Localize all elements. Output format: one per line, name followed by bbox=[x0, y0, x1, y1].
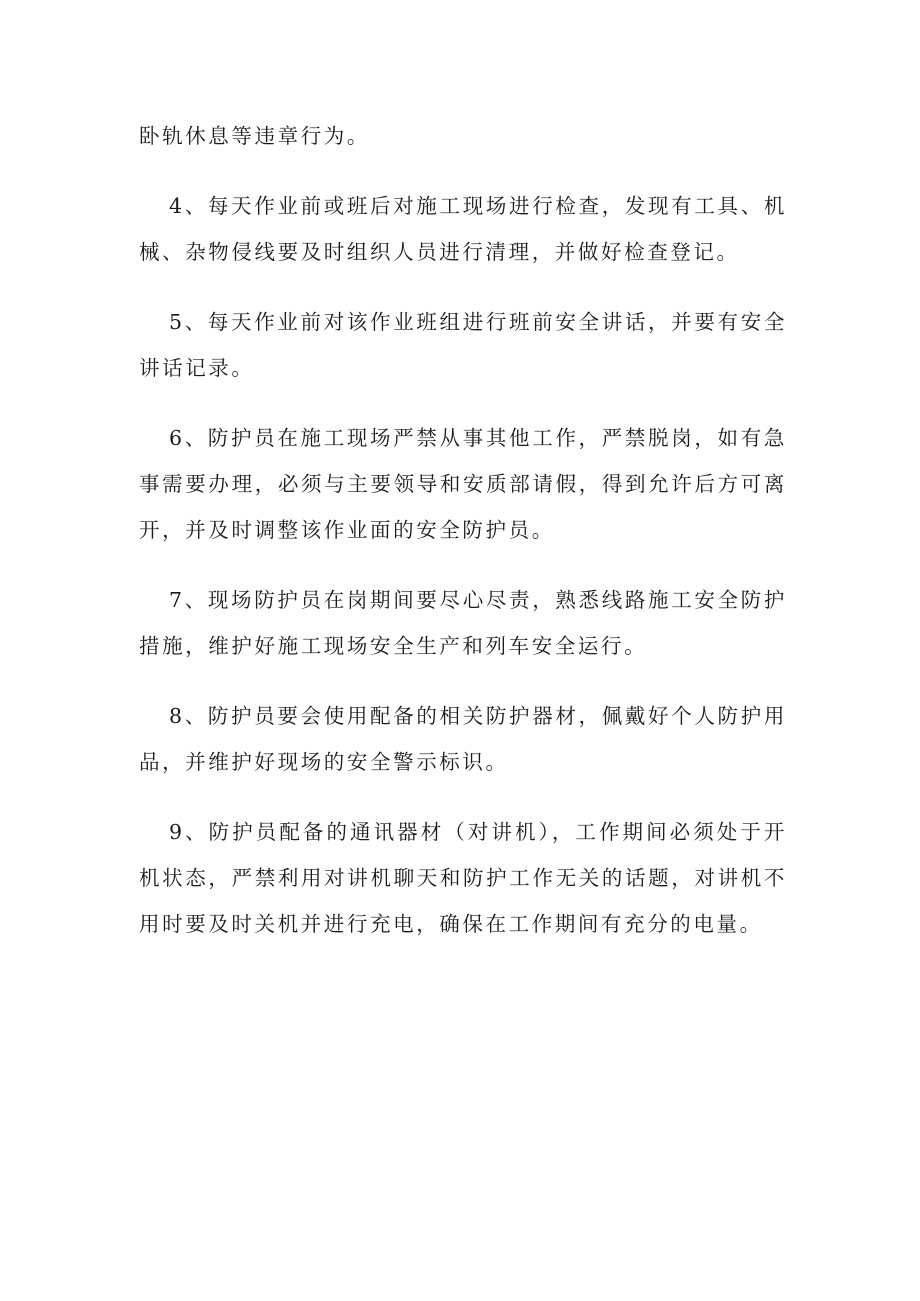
paragraph-continuation: 卧轨休息等违章行为。 bbox=[139, 124, 370, 148]
list-item-6: 6、防护员在施工现场严禁从事其他工作，严禁脱岗，如有急事需要办理，必须与主要领导和安质部请假，得到允许后方可离开，并及时调整该作业面的安全防护员。 bbox=[139, 426, 787, 542]
list-item-5: 5、每天作业前对该作业班组进行班前安全讲话，并要有安全讲话记录。 bbox=[139, 310, 787, 380]
list-item-4: 4、每天作业前或班后对施工现场进行检查，发现有工具、机械、杂物侵线要及时组织人员进行清理，并做好检查登记。 bbox=[139, 194, 787, 264]
list-item-9: 9、防护员配备的通讯器材（对讲机），工作期间必须处于开机状态，严禁利用对讲机聊天和防护工作无关的话题，对讲机不用时要及时关机并进行充电，确保在工作期间有充分的电量。 bbox=[139, 820, 787, 936]
list-item-8: 8、防护员要会使用配备的相关防护器材，佩戴好个人防护用品，并维护好现场的安全警示标识。 bbox=[139, 704, 787, 774]
document-body bbox=[139, 113, 787, 971]
list-item-7: 7、现场防护员在岗期间要尽心尽责，熟悉线路施工安全防护措施，维护好施工现场安全生产和列车安全运行。 bbox=[139, 588, 787, 658]
